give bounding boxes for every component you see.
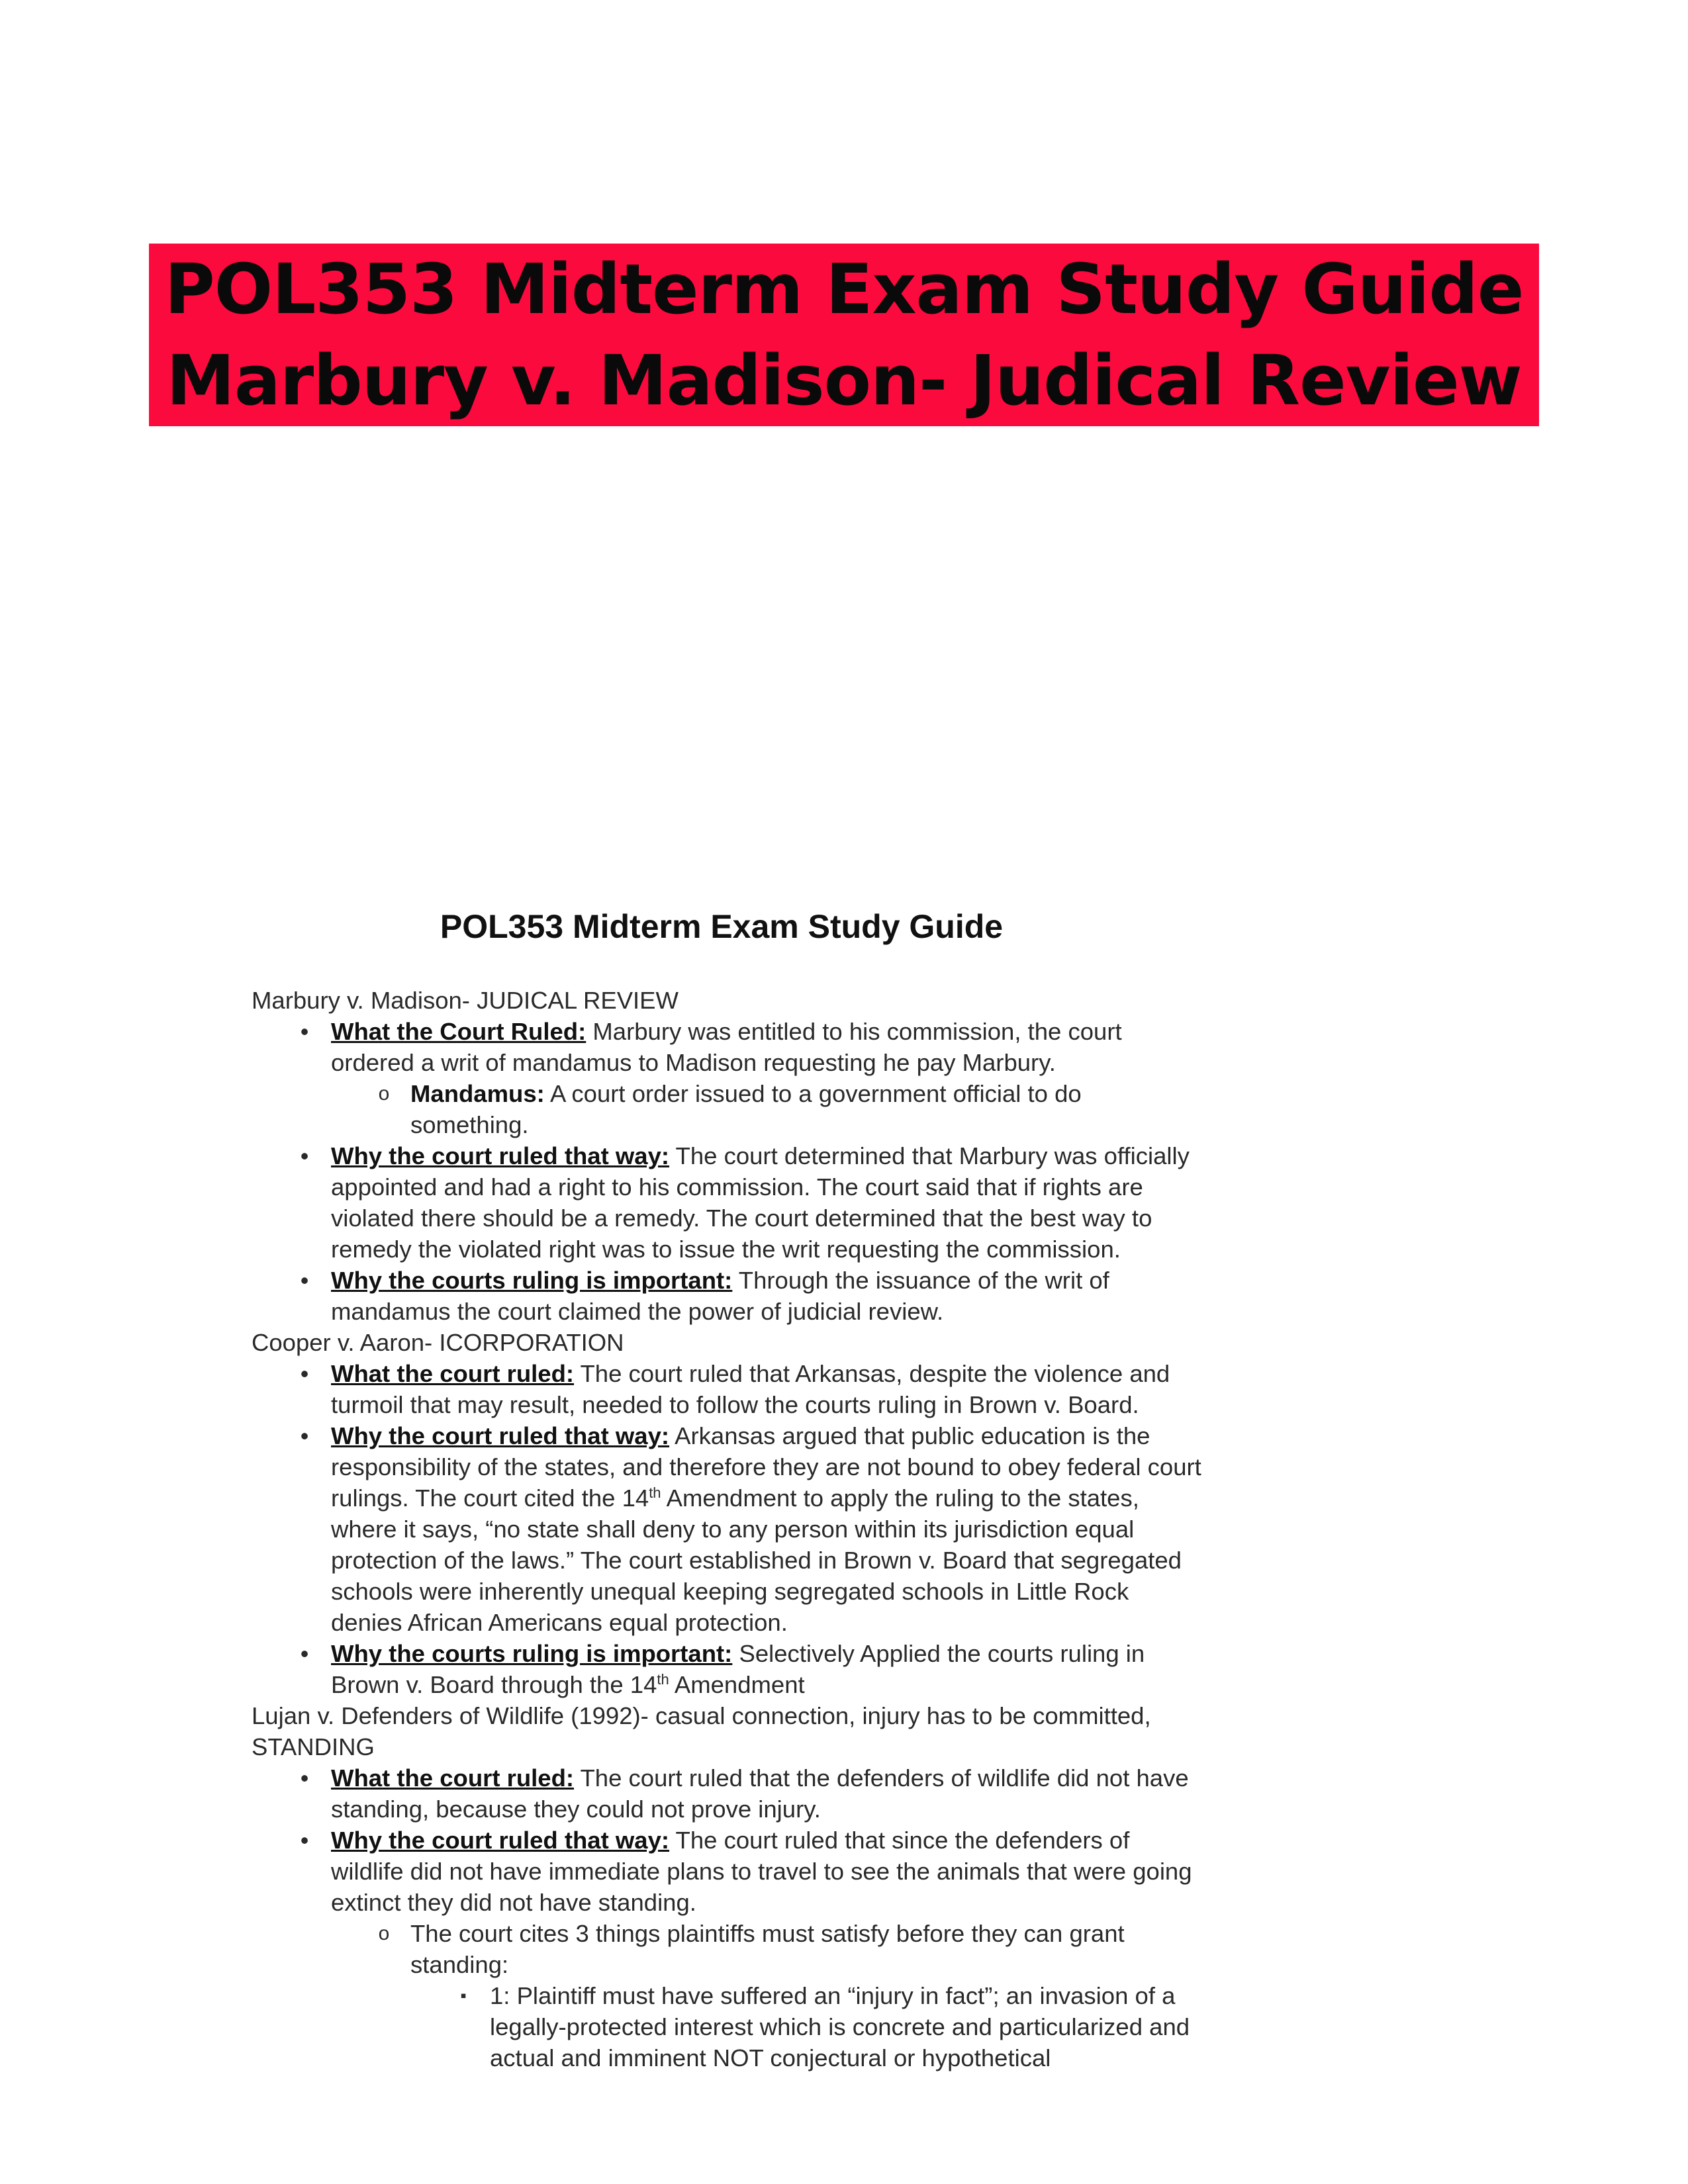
standing-requirements bbox=[410, 1980, 1205, 2073]
bullet-disc: • bbox=[300, 1764, 309, 1792]
sub-points bbox=[331, 1078, 1205, 1140]
bullet-disc: • bbox=[300, 1360, 309, 1387]
bullet-disc: • bbox=[300, 1422, 309, 1449]
why-label: Why the court ruled that way: bbox=[331, 1827, 670, 1854]
why-text-part-1: Arkansas argued that public education is the responsibility of the states, and therefore they are not bound to obey federal court rulings. The court cited the 14 bbox=[331, 1422, 1201, 1512]
bullet-disc: • bbox=[300, 1142, 309, 1169]
bullet-disc: • bbox=[300, 1827, 309, 1854]
ruled-label: What the court ruled: bbox=[331, 1360, 575, 1387]
bullet-square: ▪ bbox=[460, 1985, 467, 2005]
banner-title-line-1: POL353 Midterm Exam Study Guide bbox=[149, 244, 1540, 335]
why-text-part-2: Amendment to apply the ruling to the states, where it says, “no state shall deny to any person within its jurisdiction equal protection of the laws.” The court established in Brown v. Board that segregated schools were inherently unequal keeping segregated schools in Little Rock denies African Americans equal protection. bbox=[331, 1484, 1182, 1636]
list-item bbox=[252, 1762, 1205, 1825]
bullet-circle: o bbox=[378, 1083, 390, 1105]
case-points-marbury bbox=[252, 1016, 1205, 1327]
ruled-text: The court ruled that Arkansas, despite the violence and turmoil that may result, needed to follow the courts ruling in Brown v. Board. bbox=[331, 1360, 1170, 1418]
mandamus-definition: A court order issued to a government official to do something. bbox=[410, 1080, 1082, 1138]
sub-points bbox=[331, 1918, 1205, 2073]
why-label: Why the court ruled that way: bbox=[331, 1422, 670, 1449]
list-item bbox=[252, 1638, 1205, 1700]
requirement-1: 1: Plaintiff must have suffered an “injury in fact”; an invasion of a legally-protected interest which is concrete and particularized and actual and imminent NOT conjectural or hypothetical bbox=[490, 1982, 1190, 2071]
list-item bbox=[331, 1918, 1205, 2073]
case-heading-cooper: Cooper v. Aaron- ICORPORATION bbox=[252, 1329, 624, 1356]
list-item bbox=[252, 1140, 1205, 1265]
case-points-lujan bbox=[252, 1762, 1205, 2073]
list-item bbox=[252, 1265, 1205, 1327]
document-page bbox=[252, 907, 1205, 2073]
important-text: Through the issuance of the writ of mandamus the court claimed the power of judicial review. bbox=[331, 1267, 1109, 1325]
important-text-part-1: Selectively Applied the courts ruling in Brown v. Board through the 14 bbox=[331, 1640, 1145, 1698]
case-points-cooper bbox=[252, 1358, 1205, 1700]
list-item bbox=[252, 1358, 1205, 1420]
list-item bbox=[252, 1420, 1205, 1638]
why-text: The court ruled that since the defenders of wildlife did not have immediate plans to travel to see the animals that were going extinct they did not have standing. bbox=[331, 1827, 1192, 1916]
banner-title-line-2: Marbury v. Madison- Judical Review bbox=[149, 335, 1538, 426]
standing-requirements-intro: The court cites 3 things plaintiffs must satisfy before they can grant standing: bbox=[410, 1920, 1125, 1978]
why-text: The court determined that Marbury was officially appointed and had a right to his commission. The court said that if rights are violated there should be a remedy. The court determined that the best way to remedy the violated right was to issue the writ requesting the commission. bbox=[331, 1142, 1190, 1263]
case-heading-marbury: Marbury v. Madison- JUDICAL REVIEW bbox=[252, 987, 679, 1014]
important-text-part-2: Amendment bbox=[669, 1671, 805, 1698]
list-item bbox=[331, 1078, 1205, 1140]
ordinal-suffix: th bbox=[649, 1484, 661, 1501]
ruled-text: The court ruled that the defenders of wildlife did not have standing, because they could not prove injury. bbox=[331, 1764, 1189, 1823]
ruled-label: What the Court Ruled: bbox=[331, 1018, 586, 1045]
document-title: POL353 Midterm Exam Study Guide bbox=[440, 908, 1004, 945]
bullet-disc: • bbox=[300, 1267, 309, 1294]
important-label: Why the courts ruling is important: bbox=[331, 1267, 733, 1294]
important-label: Why the courts ruling is important: bbox=[331, 1640, 733, 1667]
bullet-disc: • bbox=[300, 1640, 309, 1667]
ruled-label: What the court ruled: bbox=[331, 1764, 575, 1792]
why-label: Why the court ruled that way: bbox=[331, 1142, 670, 1169]
ruled-text: Marbury was entitled to his commission, the court ordered a writ of mandamus to Madison requesting he pay Marbury. bbox=[331, 1018, 1122, 1076]
ordinal-suffix: th bbox=[657, 1670, 669, 1688]
title-banner bbox=[0, 244, 1688, 426]
list-item bbox=[410, 1980, 1205, 2073]
list-item bbox=[252, 1016, 1205, 1140]
mandamus-term: Mandamus: bbox=[410, 1080, 545, 1107]
bullet-disc: • bbox=[300, 1018, 309, 1045]
case-heading-lujan: Lujan v. Defenders of Wildlife (1992)- casual connection, injury has to be committed, STANDING bbox=[252, 1702, 1151, 1760]
list-item bbox=[252, 1825, 1205, 2073]
bullet-circle: o bbox=[378, 1923, 390, 1944]
